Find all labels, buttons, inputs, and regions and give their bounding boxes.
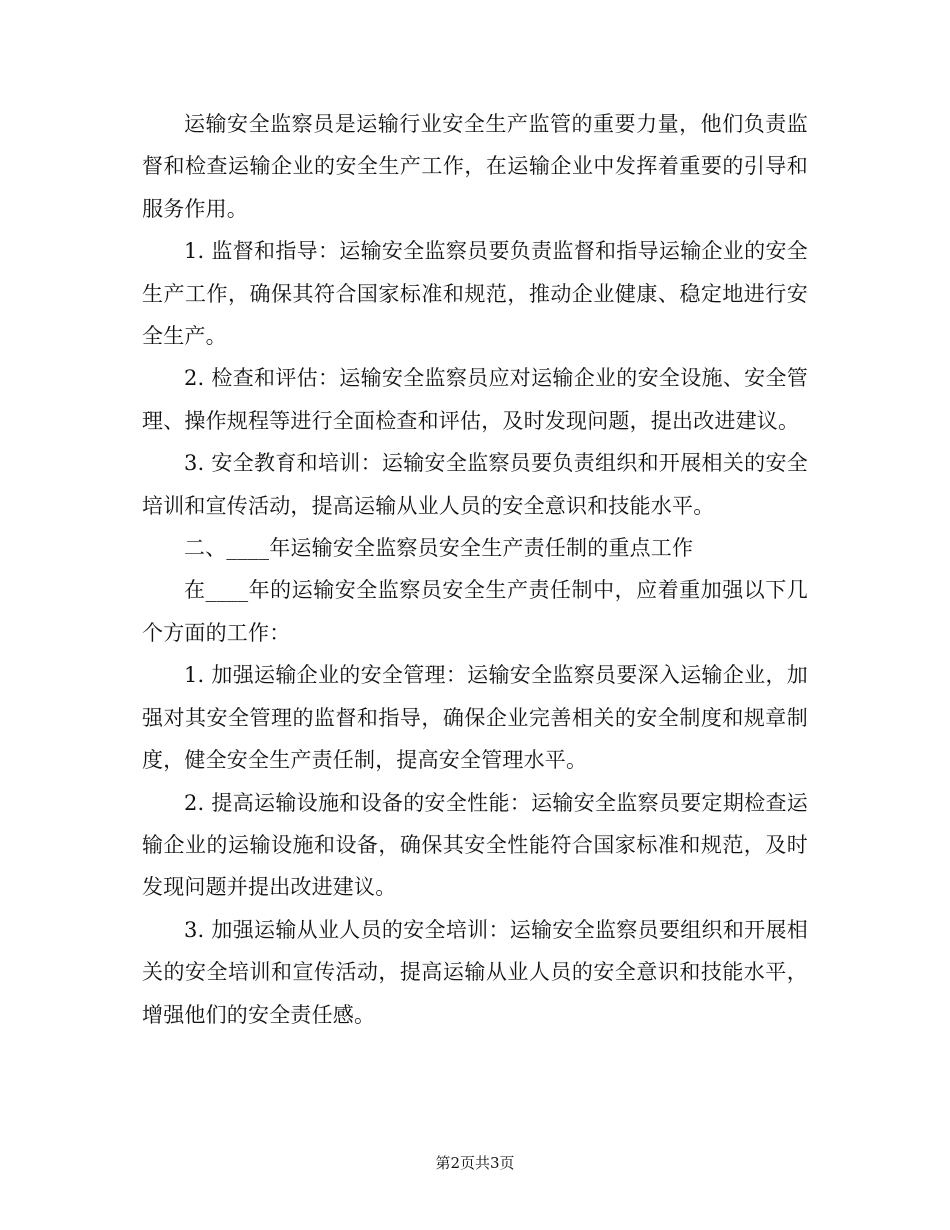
paragraph-item-inspect: 2. 检查和评估：运输安全监察员应对运输企业的安全设施、安全管理、操作规程等进行全面检查和评估，及时发现问题，提出改进建议。 bbox=[142, 366, 808, 433]
paragraph-focus-management: 1. 加强运输企业的安全管理：运输安全监察员要深入运输企业，加强对其安全管理的监督和指导，确保企业完善相关的安全制度和规章制度，健全安全生产责任制，提高安全管理水平。 bbox=[142, 663, 808, 773]
paragraph-item-supervise: 1. 监督和指导：运输安全监察员要负责监督和指导运输企业的安全生产工作，确保其符合国家标准和规范，推动企业健康、稳定地进行安全生产。 bbox=[142, 239, 808, 349]
paragraph-focus-staff-training: 3. 加强运输从业人员的安全培训：运输安全监察员要组织和开展相关的安全培训和宣传活动，提高运输从业人员的安全意识和技能水平，增强他们的安全责任感。 bbox=[142, 917, 808, 1027]
page-number: 第2页共3页 bbox=[435, 1154, 515, 1172]
paragraph-intro: 运输安全监察员是运输行业安全生产监管的重要力量，他们负责监督和检查运输企业的安全生产工作，在运输企业中发挥着重要的引导和服务作用。 bbox=[142, 112, 808, 221]
paragraph-item-training: 3. 安全教育和培训：运输安全监察员要负责组织和开展相关的安全培训和宣传活动，提高运输从业人员的安全意识和技能水平。 bbox=[142, 451, 808, 518]
document-body bbox=[142, 103, 808, 1036]
paragraph-focus-equipment: 2. 提高运输设施和设备的安全性能：运输安全监察员要定期检查运输企业的运输设施和设备，确保其安全性能符合国家标准和规范，及时发现问题并提出改进建议。 bbox=[142, 790, 808, 900]
paragraph-focus-intro: 在____年的运输安全监察员安全生产责任制中，应着重加强以下几个方面的工作： bbox=[142, 578, 808, 645]
section-heading: 二、____年运输安全监察员安全生产责任制的重点工作 bbox=[184, 536, 694, 561]
